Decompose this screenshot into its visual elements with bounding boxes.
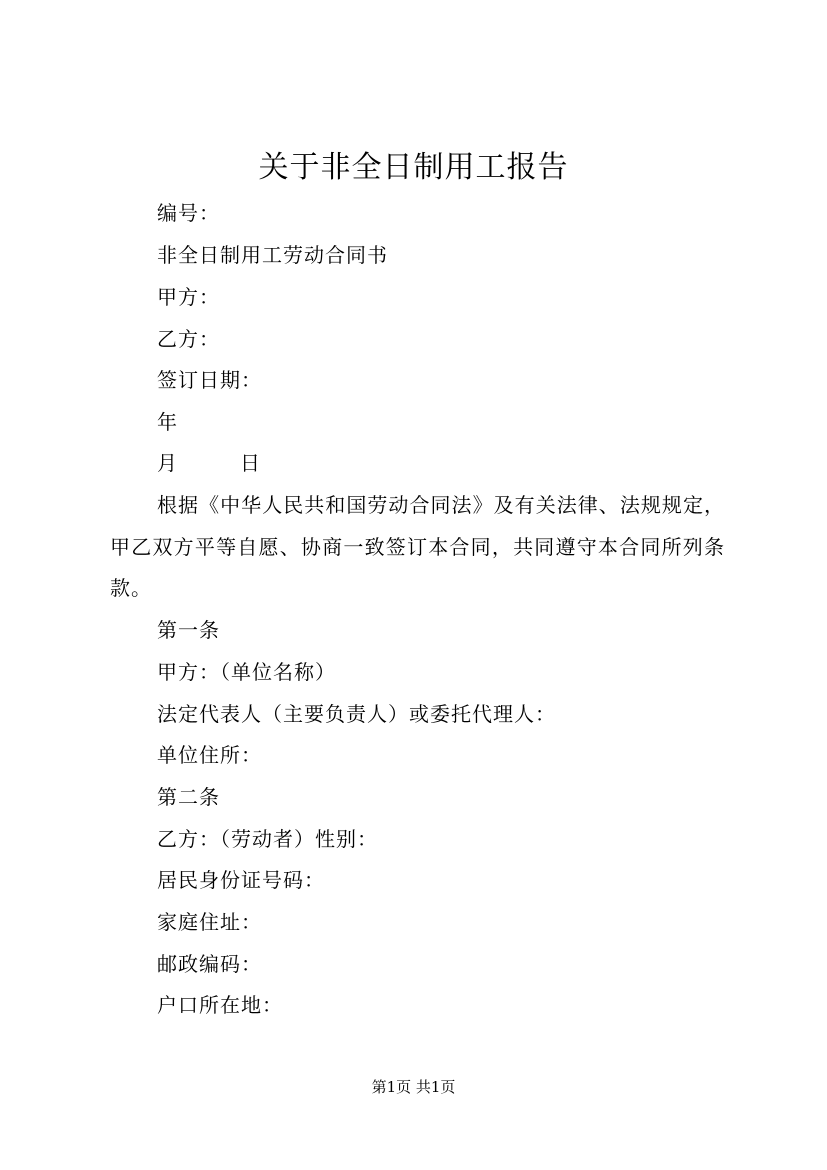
party-b-worker-line: 乙方：（劳动者）性别： — [157, 827, 378, 851]
page-footer: 第1页 共1页 — [371, 1078, 456, 1096]
month-label: 月 — [157, 451, 178, 475]
id-number-line: 居民身份证号码： — [157, 868, 325, 892]
party-b-line: 乙方： — [157, 327, 220, 351]
postal-code-line: 邮政编码： — [157, 952, 262, 976]
year-line: 年 — [157, 410, 178, 434]
unit-address-line: 单位住所： — [157, 743, 262, 767]
contract-name-line: 非全日制用工劳动合同书 — [157, 243, 388, 267]
representative-line: 法定代表人（主要负责人）或委托代理人： — [157, 702, 556, 726]
article-1-heading: 第一条 — [157, 618, 220, 642]
party-a-unit-line: 甲方：（单位名称） — [157, 660, 336, 684]
day-label: 日 — [240, 451, 261, 475]
month-day-line — [157, 448, 261, 478]
article-2-heading: 第二条 — [157, 785, 220, 809]
document-title: 关于非全日制用工报告 — [258, 150, 569, 185]
serial-number-line: 编号： — [157, 201, 220, 225]
hukou-line: 户口所在地： — [157, 993, 283, 1017]
home-address-line: 家庭住址： — [157, 910, 262, 934]
sign-date-line: 签订日期： — [157, 368, 262, 392]
preamble-paragraph: 根据《中华人民共和国劳动合同法》及有关法律、法规规定，甲乙双方平等自愿、协商一致签订本合同，共同遵守本合同所列条款。 — [110, 493, 725, 600]
party-a-line: 甲方： — [157, 285, 220, 309]
